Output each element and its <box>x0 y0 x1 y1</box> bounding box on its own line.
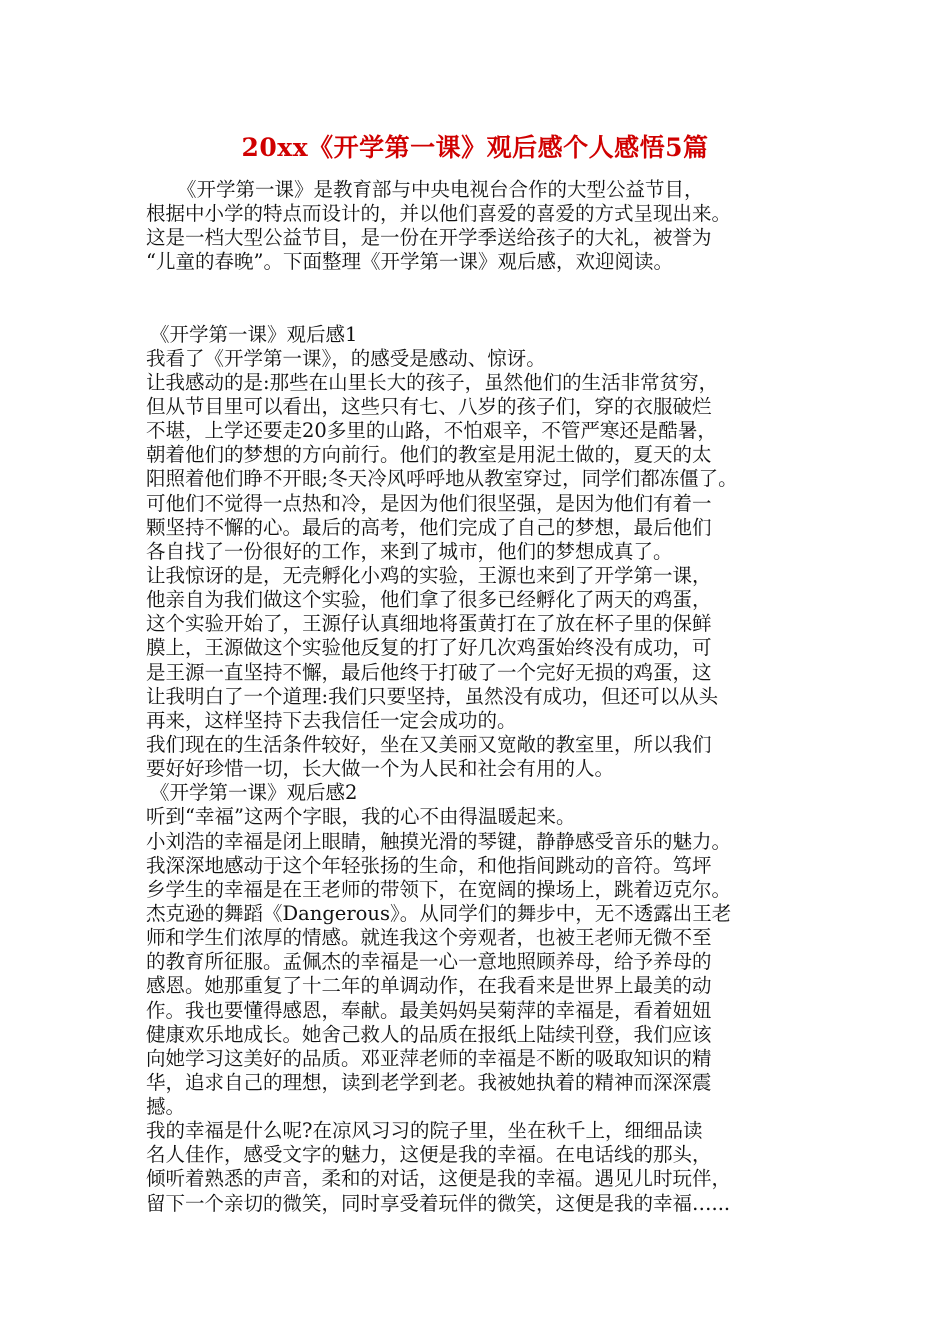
body-line: 师和学生们浓厚的情感。就连我这个旁观者，也被王老师无微不至 <box>146 926 712 950</box>
body-line: 留下一个亲切的微笑，同时享受着玩伴的微笑，这便是我的幸福…... <box>146 1191 731 1215</box>
intro-line: 《开学第一课》是教育部与中央电视台合作的大型公益节目， <box>177 178 704 201</box>
body-line: 再来，这样坚持下去我信任一定会成功的。 <box>146 708 517 732</box>
body-line: 倾听着熟悉的声音，柔和的对话，这便是我的幸福。遇见儿时玩伴， <box>146 1167 732 1191</box>
body-line: 我深深地感动于这个年轻张扬的生命，和他指间跳动的音符。笃坪 <box>146 853 712 877</box>
section-heading: 《开学第一课》观后感1 <box>150 322 358 346</box>
body-line: 各自找了一份很好的工作，来到了城市，他们的梦想成真了。 <box>146 539 673 563</box>
body-line: 他亲自为我们做这个实验，他们拿了很多已经孵化了两天的鸡蛋， <box>146 588 712 612</box>
body-line: 听到“幸福”这两个字眼，我的心不由得温暖起来。 <box>146 805 576 829</box>
body-line: 让我明白了一个道理:我们只要坚持，虽然没有成功，但还可以从头 <box>146 684 719 708</box>
body-line: 名人佳作，感受文字的魅力，这便是我的幸福。在电话线的那头， <box>146 1143 712 1167</box>
section-heading: 《开学第一课》观后感2 <box>150 781 358 805</box>
paragraph-spacer <box>146 275 818 323</box>
body-line: 健康欢乐地成长。她舍己救人的品质在报纸上陆续刊登，我们应该 <box>146 1022 712 1046</box>
body-line: 感恩。她那重复了十二年的单调动作，在我看来是世界上最美的动 <box>146 974 712 998</box>
body-line: 朝着他们的梦想的方向前行。他们的教室是用泥土做的，夏天的太 <box>146 443 712 467</box>
body-line: 但从节目里可以看出，这些只有七、八岁的孩子们，穿的衣服破烂 <box>146 394 712 418</box>
body-line: 让我感动的是:那些在山里长大的孩子，虽然他们的生活非常贫穷， <box>146 370 719 394</box>
intro-line: 这是一档大型公益节目，是一份在开学季送给孩子的大礼，被誉为 <box>146 226 712 250</box>
body-line: 阳照着他们睁不开眼;冬天冷风呼呼地从教室穿过，同学们都冻僵了。 <box>146 467 738 491</box>
intro-line: 根据中小学的特点而设计的，并以他们喜爱的喜爱的方式呈现出来。 <box>146 202 732 226</box>
intro-line: “儿童的春晚”。下面整理《开学第一课》观后感，欢迎阅读。 <box>146 250 673 274</box>
body-line: 颗坚持不懈的心。最后的高考，他们完成了自己的梦想，最后他们 <box>146 515 712 539</box>
body-line: 是王源一直坚持不懈，最后他终于打破了一个完好无损的鸡蛋，这 <box>146 660 712 684</box>
body-line: 杰克逊的舞蹈《Dangerous》。从同学们的舞步中，无不透露出王老 <box>146 901 732 925</box>
document-body <box>146 178 818 1216</box>
body-line: 我看了《开学第一课》，的感受是感动、惊讶。 <box>146 346 546 370</box>
body-line: 我的幸福是什么呢?在凉风习习的院子里，坐在秋千上，细细品读 <box>146 1119 703 1143</box>
body-line: 让我惊讶的是，无壳孵化小鸡的实验，王源也来到了开学第一课， <box>146 563 712 587</box>
body-line: 撼。 <box>146 1095 186 1119</box>
body-line: 可他们不觉得一点热和冷，是因为他们很坚强，是因为他们有着一 <box>146 491 712 515</box>
body-line: 华，追求自己的理想，读到老学到老。我被她执着的精神而深深震 <box>146 1070 712 1094</box>
body-line: 向她学习这美好的品质。邓亚萍老师的幸福是不断的吸取知识的精 <box>146 1046 712 1070</box>
body-line: 要好好珍惜一切，长大做一个为人民和社会有用的人。 <box>146 757 615 781</box>
body-line: 的教育所征服。孟佩杰的幸福是一心一意地照顾养母，给予养母的 <box>146 950 712 974</box>
body-line: 我们现在的生活条件较好，坐在又美丽又宽敞的教室里，所以我们 <box>146 732 712 756</box>
body-line: 小刘浩的幸福是闭上眼睛，触摸光滑的琴键，静静感受音乐的魅力。 <box>146 829 732 853</box>
body-line: 不堪，上学还要走20多里的山路，不怕艰辛，不管严寒还是酷暑， <box>146 419 717 443</box>
body-line: 乡学生的幸福是在王老师的带领下，在宽阔的操场上，跳着迈克尔。 <box>146 877 732 901</box>
document-title: 20xx《开学第一课》观后感个人感悟5篇 <box>241 133 709 162</box>
body-line: 膜上，王源做这个实验他反复的打了好几次鸡蛋始终没有成功，可 <box>146 636 712 660</box>
body-line: 作。我也要懂得感恩，奉献。最美妈妈吴菊萍的幸福是，看着妞妞 <box>146 998 712 1022</box>
body-line: 这个实验开始了，王源仔认真细地将蛋黄打在了放在杯子里的保鲜 <box>146 612 712 636</box>
